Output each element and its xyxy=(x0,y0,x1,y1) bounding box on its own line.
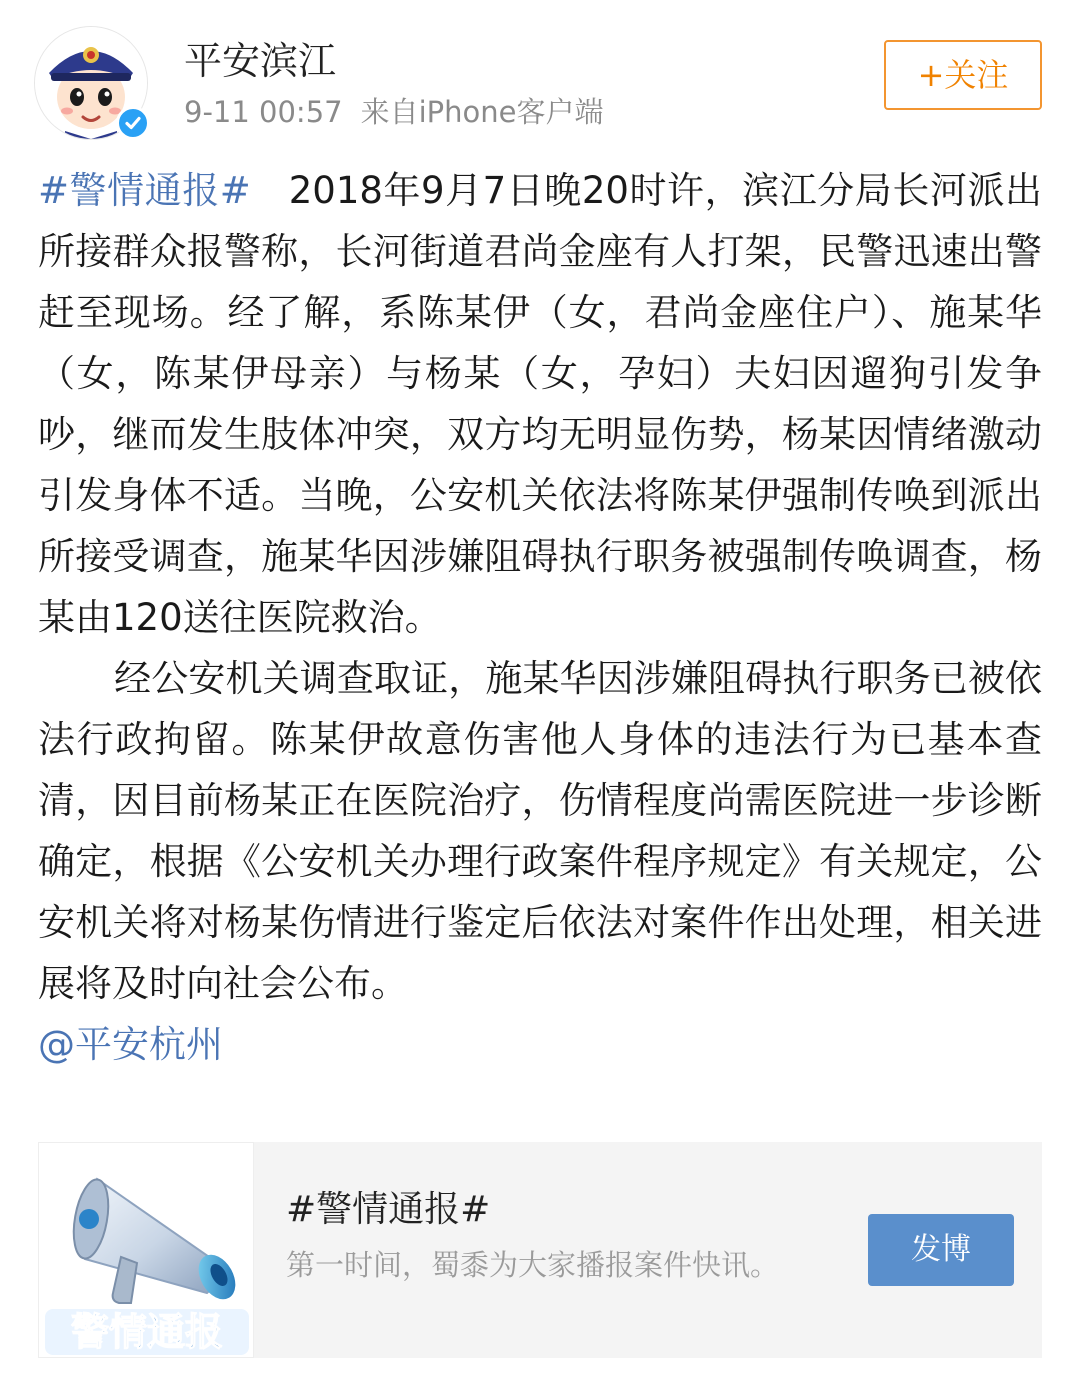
post-header xyxy=(0,0,1080,150)
post-topic-button[interactable]: 发博 xyxy=(868,1214,1014,1286)
megaphone-icon xyxy=(39,1143,254,1358)
author-avatar-wrap[interactable] xyxy=(34,26,150,142)
post-content xyxy=(38,160,1042,1075)
topic-description: 第一时间，蜀黍为大家播报案件快讯。 xyxy=(286,1248,780,1282)
paragraph-2-text: 经公安机关调查取证，施某华因涉嫌阻碍执行职务已被依法行政拘留。陈某伊故意伤害他人身体的违法行为已基本查清，因目前杨某正在医院治疗，伤情程度尚需医院进一步诊断确定，根据《公安机关办理行政案件程序规定》有关规定，公安机关将对杨某伤情进行鉴定后依法对案件作出处理，相关进展将及时向社会公布。 xyxy=(38,657,1042,1005)
verified-badge-icon xyxy=(116,106,150,140)
post-paragraph-1 xyxy=(38,160,1042,648)
post-meta xyxy=(184,92,604,132)
author-name[interactable]: 平安滨江 xyxy=(184,39,337,83)
mention-line xyxy=(38,1014,1042,1075)
topic-title[interactable]: #警情通报# xyxy=(286,1189,491,1230)
follow-button[interactable]: +关注 xyxy=(884,40,1042,110)
thumbnail-label: 警情通报 xyxy=(70,1310,224,1354)
post-timestamp: 9-11 00:57 xyxy=(184,95,343,129)
post-source: 来自iPhone客户端 xyxy=(360,95,604,129)
paragraph-1-text: 2018年9月7日晚20时许，滨江分局长河派出所接群众报警称，长河街道君尚金座有人打架，民警迅速出警赶至现场。经了解，系陈某伊（女，君尚金座住户）、施某华（女，陈某伊母亲）与杨某（女，孕妇）夫妇因遛狗引发争吵，继而发生肢体冲突，双方均无明显伤势，杨某因情绪激动引发身体不适。当晚，公安机关依法将陈某伊强制传唤到派出所接受调查，施某华因涉嫌阻碍执行职务被强制传唤调查，杨某由120送往医院救治。 xyxy=(38,169,1042,639)
post-paragraph-2 xyxy=(38,648,1042,1014)
mention-link[interactable]: @平安杭州 xyxy=(38,1023,223,1066)
topic-card[interactable] xyxy=(38,1142,1042,1358)
hashtag-link[interactable]: #警情通报# xyxy=(38,169,251,212)
topic-thumbnail xyxy=(38,1142,254,1358)
